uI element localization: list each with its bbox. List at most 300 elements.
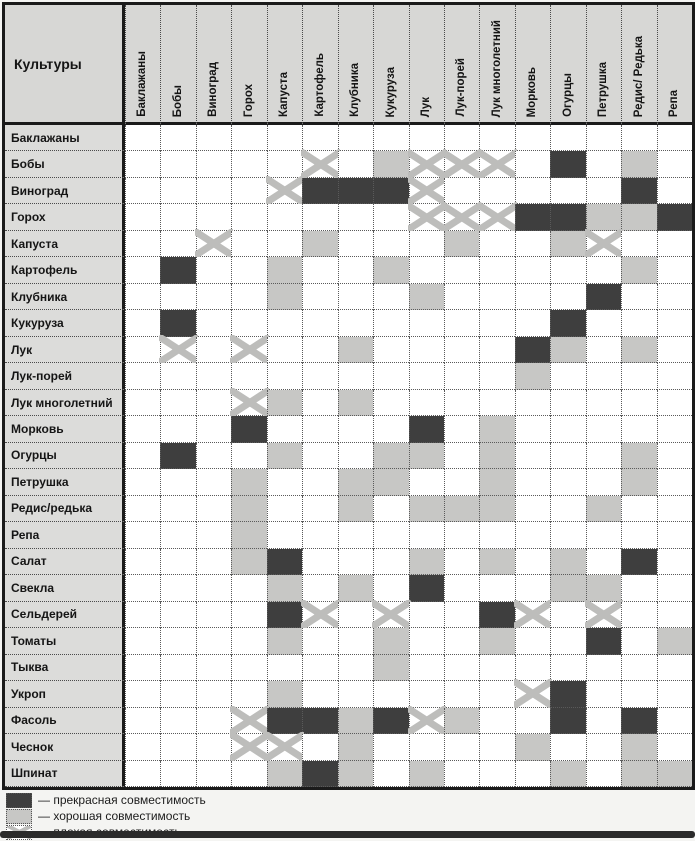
cell-empty <box>515 761 550 787</box>
cell-empty <box>160 734 195 760</box>
cell-empty <box>196 390 231 416</box>
cell-excellent-mark <box>586 628 621 654</box>
cell-empty <box>444 469 479 495</box>
cell-empty <box>196 602 231 628</box>
cell-empty <box>338 151 373 177</box>
cell-good-mark <box>621 469 656 495</box>
cell-empty <box>302 681 337 707</box>
cell-empty <box>515 655 550 681</box>
cell-empty <box>621 390 656 416</box>
column-header-label: Картофель <box>313 53 326 117</box>
x-mark-icon <box>230 732 268 761</box>
cell-empty <box>231 681 266 707</box>
cell-empty <box>373 363 408 389</box>
column-header <box>409 5 444 125</box>
cell-empty <box>267 496 302 522</box>
cell-empty <box>125 178 160 204</box>
column-header-label: Лук <box>419 96 432 117</box>
cell-empty <box>302 363 337 389</box>
cell-empty <box>444 761 479 787</box>
cell-excellent-mark <box>586 284 621 310</box>
cell-bad-mark <box>479 204 514 230</box>
row-header-label: Клубника <box>5 284 125 310</box>
cell-empty <box>231 310 266 336</box>
cell-bad-mark <box>409 178 444 204</box>
cell-empty <box>586 655 621 681</box>
cell-empty <box>550 257 585 283</box>
cell-empty <box>550 628 585 654</box>
cell-empty <box>621 363 656 389</box>
cell-good-mark <box>302 231 337 257</box>
x-mark-icon <box>478 202 516 231</box>
legend-row <box>6 792 406 808</box>
cell-excellent-mark <box>409 575 444 601</box>
legend-swatch-good <box>6 809 32 824</box>
row-header-label: Петрушка <box>5 469 125 495</box>
cell-good-mark <box>515 363 550 389</box>
cell-empty <box>373 284 408 310</box>
cell-bad-mark <box>444 151 479 177</box>
column-header <box>657 5 692 125</box>
cell-empty <box>657 522 692 548</box>
column-header <box>338 5 373 125</box>
cell-empty <box>515 416 550 442</box>
column-header-label: Редис/ Редька <box>632 35 645 117</box>
cell-empty <box>125 125 160 151</box>
cell-empty <box>586 416 621 442</box>
cell-good-mark <box>479 416 514 442</box>
cell-empty <box>267 151 302 177</box>
cell-empty <box>338 231 373 257</box>
cell-empty <box>409 231 444 257</box>
cell-good-mark <box>373 469 408 495</box>
cell-empty <box>444 681 479 707</box>
cell-empty <box>586 734 621 760</box>
cell-good-mark <box>444 231 479 257</box>
cell-good-mark <box>373 151 408 177</box>
cell-empty <box>231 178 266 204</box>
cell-empty <box>338 204 373 230</box>
cell-good-mark <box>267 761 302 787</box>
cell-empty <box>586 178 621 204</box>
cell-good-mark <box>621 761 656 787</box>
cell-empty <box>444 363 479 389</box>
cell-empty <box>231 257 266 283</box>
cell-empty <box>125 469 160 495</box>
cell-good-mark <box>550 231 585 257</box>
cell-empty <box>657 655 692 681</box>
cell-empty <box>479 231 514 257</box>
cell-empty <box>479 178 514 204</box>
column-header-label: Баклажаны <box>136 51 149 117</box>
cell-empty <box>444 257 479 283</box>
cell-empty <box>231 284 266 310</box>
cell-empty <box>657 310 692 336</box>
cell-empty <box>657 496 692 522</box>
cell-empty <box>125 390 160 416</box>
cell-empty <box>196 575 231 601</box>
column-header-label: Виноград <box>207 62 220 117</box>
cell-good-mark <box>231 496 266 522</box>
cell-empty <box>657 602 692 628</box>
cell-empty <box>657 337 692 363</box>
cell-bad-mark <box>267 734 302 760</box>
cell-empty <box>196 416 231 442</box>
cell-empty <box>515 125 550 151</box>
cell-empty <box>231 204 266 230</box>
cell-empty <box>338 257 373 283</box>
cell-empty <box>409 628 444 654</box>
cell-empty <box>409 469 444 495</box>
cell-empty <box>302 522 337 548</box>
cell-excellent-mark <box>550 708 585 734</box>
cell-empty <box>373 575 408 601</box>
row-header-label: Бобы <box>5 151 125 177</box>
x-mark-icon <box>266 732 304 761</box>
cell-bad-mark <box>444 204 479 230</box>
cell-empty <box>196 734 231 760</box>
cell-good-mark <box>338 708 373 734</box>
cell-empty <box>125 496 160 522</box>
cell-empty <box>621 310 656 336</box>
column-header <box>586 5 621 125</box>
row-header-label: Чеснок <box>5 734 125 760</box>
cell-empty <box>586 761 621 787</box>
page-bottom-scan-bar <box>0 831 695 838</box>
cell-empty <box>621 522 656 548</box>
row-header-label: Тыква <box>5 655 125 681</box>
cell-good-mark <box>409 496 444 522</box>
cell-empty <box>231 231 266 257</box>
row-header-label: Фасоль <box>5 708 125 734</box>
cell-empty <box>373 681 408 707</box>
x-mark-icon <box>514 600 552 629</box>
cell-empty <box>373 496 408 522</box>
cell-empty <box>515 522 550 548</box>
cell-empty <box>338 655 373 681</box>
cell-empty <box>373 761 408 787</box>
cell-empty <box>550 522 585 548</box>
cell-empty <box>515 469 550 495</box>
legend-label: — прекрасная совместимость <box>38 793 206 807</box>
cell-empty <box>621 416 656 442</box>
x-mark-icon <box>301 149 339 178</box>
cell-empty <box>586 257 621 283</box>
cell-empty <box>160 575 195 601</box>
cell-empty <box>196 284 231 310</box>
cell-empty <box>409 602 444 628</box>
cell-empty <box>373 416 408 442</box>
cell-empty <box>479 681 514 707</box>
cell-empty <box>444 655 479 681</box>
cell-excellent-mark <box>160 257 195 283</box>
cell-empty <box>479 575 514 601</box>
cell-empty <box>267 522 302 548</box>
cell-good-mark <box>479 443 514 469</box>
cell-empty <box>125 204 160 230</box>
cell-good-mark <box>231 549 266 575</box>
row-header-label: Виноград <box>5 178 125 204</box>
cell-good-mark <box>621 337 656 363</box>
cell-good-mark <box>338 496 373 522</box>
cell-excellent-mark <box>302 178 337 204</box>
cell-good-mark <box>586 575 621 601</box>
cell-empty <box>196 655 231 681</box>
cell-empty <box>231 761 266 787</box>
column-header-label: Репа <box>668 89 681 117</box>
cell-empty <box>550 125 585 151</box>
cell-empty <box>373 522 408 548</box>
cell-bad-mark <box>231 734 266 760</box>
row-header-label: Свекла <box>5 575 125 601</box>
cell-empty <box>444 443 479 469</box>
cell-good-mark <box>586 496 621 522</box>
cell-empty <box>302 443 337 469</box>
cell-empty <box>125 708 160 734</box>
cell-empty <box>338 284 373 310</box>
cell-empty <box>657 708 692 734</box>
cell-good-mark <box>338 761 373 787</box>
cell-empty <box>550 284 585 310</box>
cell-empty <box>657 363 692 389</box>
cell-empty <box>125 363 160 389</box>
x-mark-icon <box>443 202 481 231</box>
cell-empty <box>267 337 302 363</box>
cell-empty <box>586 549 621 575</box>
cell-empty <box>160 602 195 628</box>
x-mark-icon <box>585 600 623 629</box>
column-header <box>125 5 160 125</box>
cell-empty <box>621 284 656 310</box>
cell-empty <box>160 284 195 310</box>
cell-empty <box>267 231 302 257</box>
cell-excellent-mark <box>267 708 302 734</box>
cell-empty <box>196 469 231 495</box>
column-header <box>444 5 479 125</box>
cell-empty <box>196 681 231 707</box>
x-mark-icon <box>443 149 481 178</box>
cell-good-mark <box>338 469 373 495</box>
cell-empty <box>338 602 373 628</box>
cell-good-mark <box>550 575 585 601</box>
cell-empty <box>621 655 656 681</box>
cell-good-mark <box>267 681 302 707</box>
cell-good-mark <box>479 628 514 654</box>
x-mark-icon <box>159 335 197 364</box>
cell-empty <box>373 549 408 575</box>
cell-good-mark <box>621 204 656 230</box>
cell-empty <box>302 549 337 575</box>
row-header-label: Баклажаны <box>5 125 125 151</box>
cell-good-mark <box>657 761 692 787</box>
cell-good-mark <box>231 469 266 495</box>
cell-empty <box>160 655 195 681</box>
column-header <box>479 5 514 125</box>
cell-bad-mark <box>515 681 550 707</box>
cell-empty <box>196 496 231 522</box>
cell-empty <box>160 151 195 177</box>
x-mark-icon <box>585 229 623 258</box>
cell-excellent-mark <box>373 178 408 204</box>
cell-excellent-mark <box>373 708 408 734</box>
cell-empty <box>373 734 408 760</box>
row-header-label: Сельдерей <box>5 602 125 628</box>
cell-empty <box>231 602 266 628</box>
cell-empty <box>657 257 692 283</box>
cell-bad-mark <box>231 708 266 734</box>
cell-empty <box>125 602 160 628</box>
cell-empty <box>409 681 444 707</box>
cell-empty <box>196 125 231 151</box>
x-mark-icon <box>408 706 446 735</box>
column-header-label: Клубника <box>349 63 362 117</box>
cell-empty <box>302 628 337 654</box>
cell-good-mark <box>657 628 692 654</box>
cell-empty <box>267 469 302 495</box>
x-mark-icon <box>230 388 268 417</box>
cell-empty <box>444 575 479 601</box>
row-header-label: Шпинат <box>5 761 125 787</box>
cell-empty <box>515 496 550 522</box>
column-header-label: Бобы <box>171 84 184 117</box>
cell-empty <box>125 443 160 469</box>
legend-row <box>6 808 406 824</box>
cell-empty <box>657 284 692 310</box>
cell-empty <box>302 337 337 363</box>
cell-empty <box>550 390 585 416</box>
cell-empty <box>125 575 160 601</box>
cell-empty <box>409 522 444 548</box>
cell-empty <box>586 390 621 416</box>
x-mark-icon <box>301 600 339 629</box>
cell-empty <box>550 443 585 469</box>
cell-empty <box>302 204 337 230</box>
cell-empty <box>196 310 231 336</box>
x-mark-icon <box>408 202 446 231</box>
x-mark-icon <box>195 229 233 258</box>
cell-empty <box>657 469 692 495</box>
cell-empty <box>196 151 231 177</box>
cell-empty <box>621 628 656 654</box>
cell-excellent-mark <box>657 204 692 230</box>
x-mark-icon <box>408 149 446 178</box>
column-header <box>373 5 408 125</box>
cell-empty <box>196 708 231 734</box>
x-mark-icon <box>266 176 304 205</box>
cell-empty <box>550 734 585 760</box>
cell-empty <box>657 416 692 442</box>
column-header <box>515 5 550 125</box>
cell-empty <box>657 734 692 760</box>
row-header-label: Томаты <box>5 628 125 654</box>
cell-empty <box>160 416 195 442</box>
cell-empty <box>196 549 231 575</box>
cell-empty <box>196 761 231 787</box>
cell-empty <box>160 549 195 575</box>
cell-empty <box>231 125 266 151</box>
cell-empty <box>196 178 231 204</box>
cell-empty <box>160 231 195 257</box>
cell-empty <box>302 416 337 442</box>
cell-empty <box>657 575 692 601</box>
cell-empty <box>373 337 408 363</box>
cell-empty <box>657 390 692 416</box>
cell-empty <box>621 231 656 257</box>
cell-empty <box>302 496 337 522</box>
row-header-label: Картофель <box>5 257 125 283</box>
cell-empty <box>657 231 692 257</box>
cell-empty <box>409 734 444 760</box>
cell-empty <box>160 628 195 654</box>
cell-empty <box>302 734 337 760</box>
cell-empty <box>302 469 337 495</box>
cell-empty <box>515 708 550 734</box>
cell-empty <box>550 178 585 204</box>
cell-empty <box>267 416 302 442</box>
cell-empty <box>586 469 621 495</box>
cell-empty <box>657 178 692 204</box>
cell-bad-mark <box>479 151 514 177</box>
row-header-label: Репа <box>5 522 125 548</box>
cell-bad-mark <box>196 231 231 257</box>
column-header <box>621 5 656 125</box>
cell-empty <box>160 522 195 548</box>
cell-good-mark <box>550 761 585 787</box>
cell-empty <box>479 337 514 363</box>
cell-good-mark <box>338 390 373 416</box>
cell-bad-mark <box>586 231 621 257</box>
cell-bad-mark <box>231 390 266 416</box>
cell-empty <box>338 310 373 336</box>
cell-good-mark <box>621 257 656 283</box>
cell-empty <box>515 549 550 575</box>
cell-bad-mark <box>231 337 266 363</box>
x-mark-icon <box>408 176 446 205</box>
cell-empty <box>125 151 160 177</box>
cell-empty <box>302 257 337 283</box>
cell-empty <box>373 310 408 336</box>
cell-empty <box>373 125 408 151</box>
cell-bad-mark <box>409 204 444 230</box>
cell-empty <box>160 178 195 204</box>
row-header-label: Лук многолетний <box>5 390 125 416</box>
column-header-label: Лук многолетний <box>490 19 503 117</box>
cell-empty <box>231 655 266 681</box>
cell-empty <box>479 363 514 389</box>
cell-empty <box>621 602 656 628</box>
column-header-label: Капуста <box>278 71 291 117</box>
column-header-label: Кукуруза <box>384 66 397 117</box>
cell-empty <box>196 522 231 548</box>
legend-label: — хорошая совместимость <box>38 809 191 823</box>
cell-empty <box>515 231 550 257</box>
cell-empty <box>125 416 160 442</box>
cell-empty <box>160 496 195 522</box>
cell-empty <box>621 681 656 707</box>
cell-empty <box>196 628 231 654</box>
cell-good-mark <box>267 257 302 283</box>
cell-empty <box>621 496 656 522</box>
row-header-label: Лук-порей <box>5 363 125 389</box>
cell-empty <box>373 390 408 416</box>
cell-empty <box>479 522 514 548</box>
cell-empty <box>444 337 479 363</box>
cell-good-mark <box>373 628 408 654</box>
cell-empty <box>515 628 550 654</box>
row-header-label: Салат <box>5 549 125 575</box>
row-header-label: Морковь <box>5 416 125 442</box>
cell-empty <box>267 655 302 681</box>
